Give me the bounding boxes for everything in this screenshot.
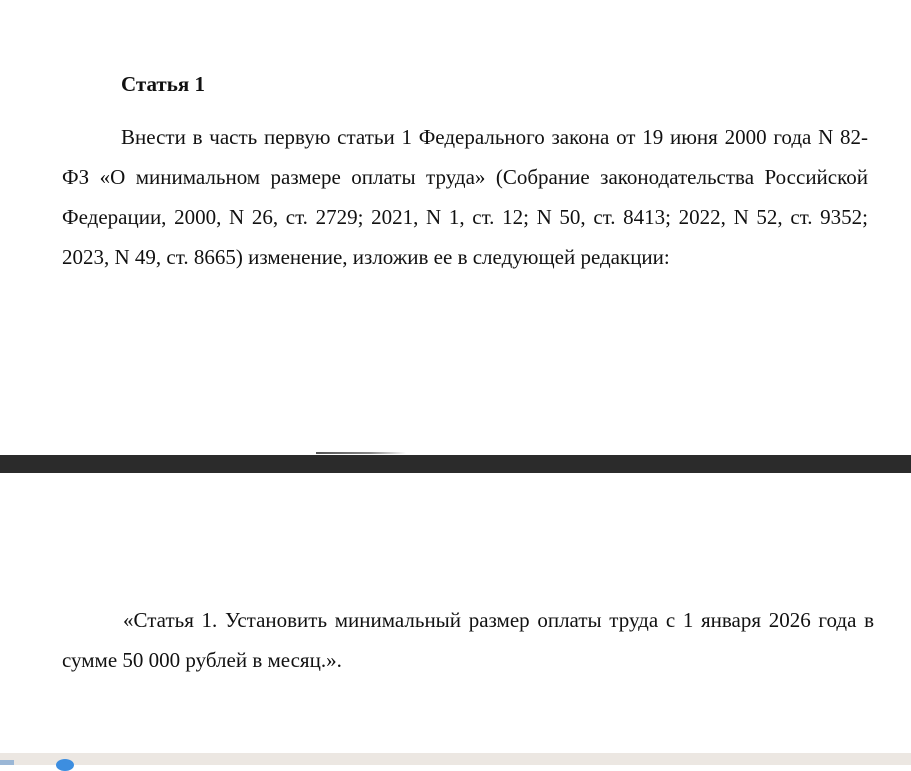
article-paragraph-1: Внести в часть первую статьи 1 Федерального закона от 19 июня 2000 года N 82-ФЗ «О минимальном размере оплаты труда» (Собрание законодательства Российской Федерации, 2000, N 26, ст. 2729; 2021, N 1, ст. 12; N 50, ст. 8413; 2022, N 52, ст. 9352; 2023, N 49, ст. 8665) изменение, изложив ее в следующей редакции: [62,125,868,269]
page-separator [0,455,911,473]
separator-artifact [316,452,406,454]
browser-icon[interactable] [56,759,74,771]
app-icon[interactable] [0,760,14,765]
article-heading: Статья 1 [121,72,205,96]
taskbar [0,753,911,765]
article-paragraph-2: «Статья 1. Установить минимальный размер оплаты труда с 1 января 2026 года в сумме 50 000 рублей в месяц.». [62,608,874,672]
